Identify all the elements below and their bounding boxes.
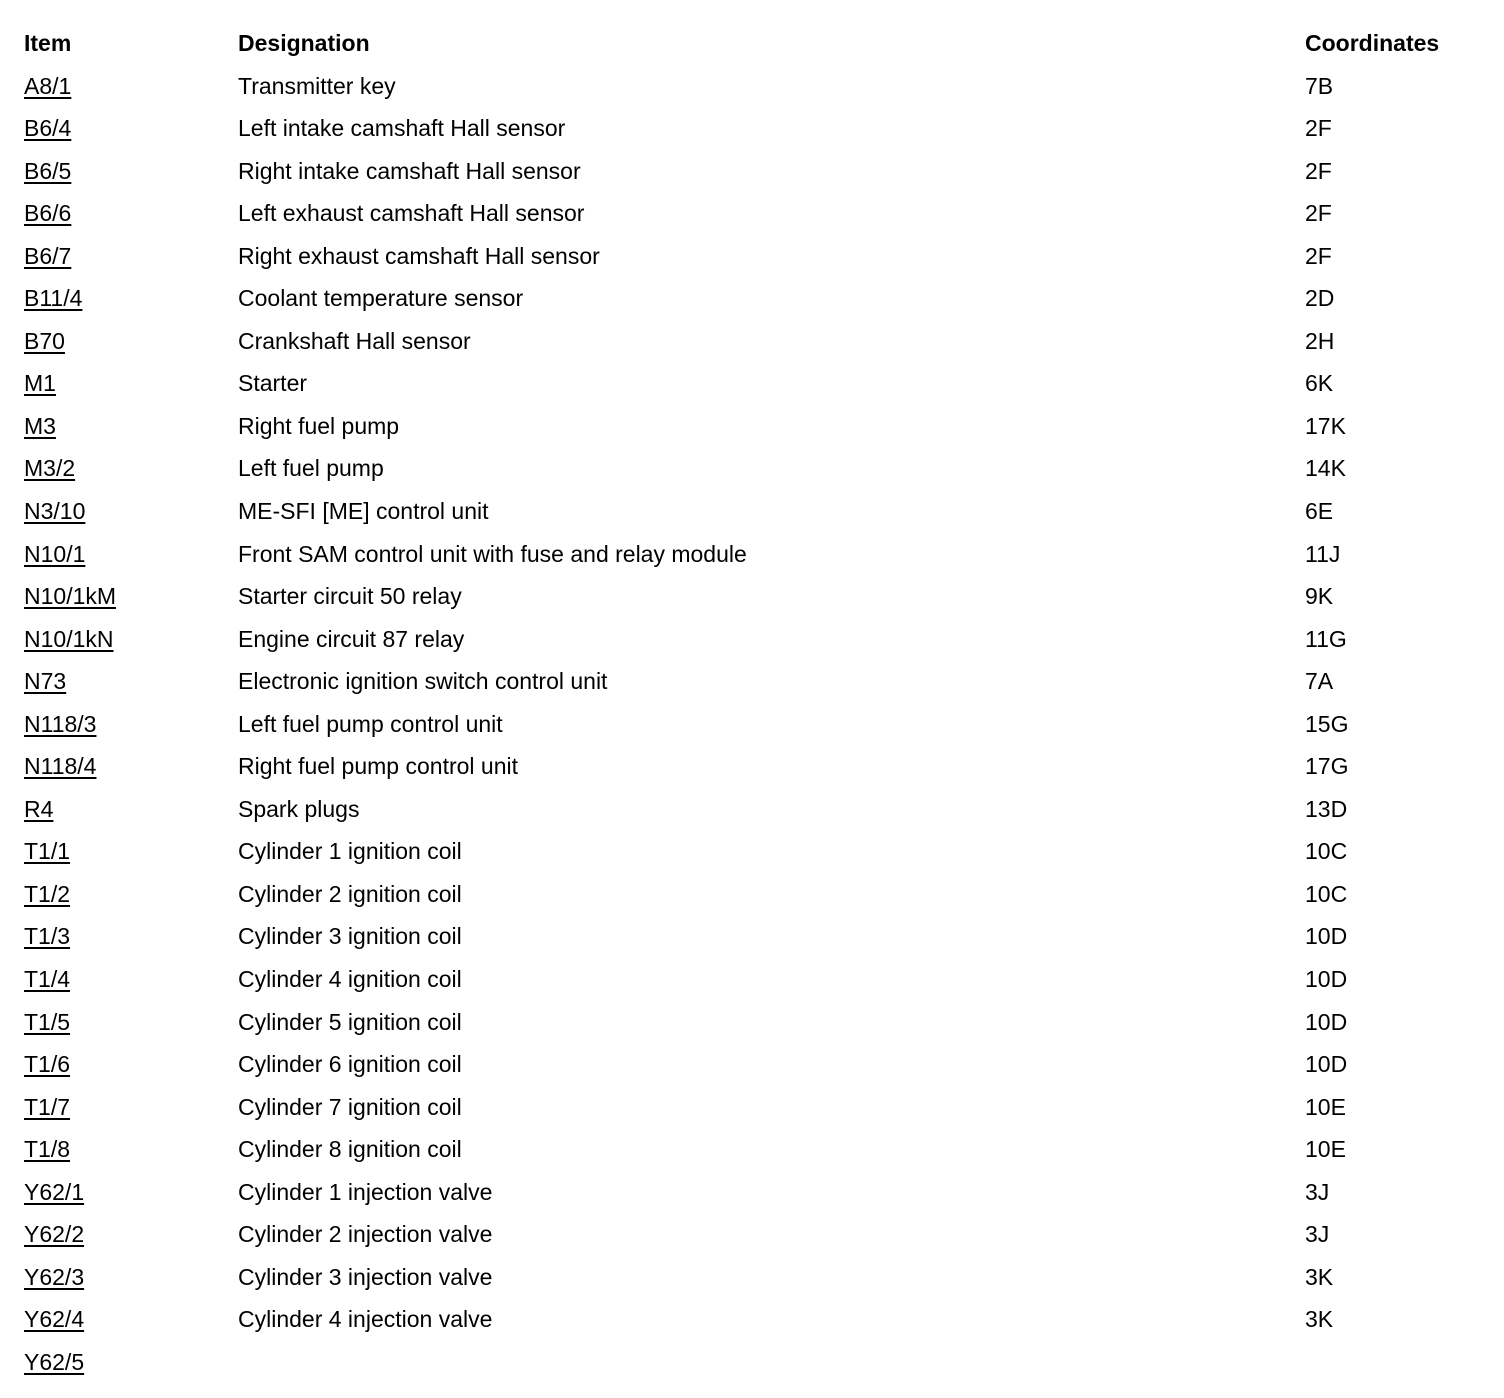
designation-cell: Cylinder 2 ignition coil (238, 880, 462, 907)
designation-cell: Engine circuit 87 relay (238, 625, 465, 652)
designation-cell: Cylinder 4 injection valve (238, 1306, 493, 1333)
table-row (24, 1298, 1484, 1341)
item-link[interactable]: R4 (24, 795, 54, 822)
coordinates-cell: 2D (1305, 285, 1335, 312)
coordinates-cell: 15G (1305, 710, 1349, 737)
coordinates-cell: 2F (1305, 200, 1332, 227)
table-row (24, 1001, 1484, 1044)
item-link[interactable]: A8/1 (24, 72, 72, 99)
item-link[interactable]: Y62/3 (24, 1263, 85, 1290)
designation-cell: Right exhaust camshaft Hall sensor (238, 242, 600, 269)
coordinates-cell: 11J (1305, 540, 1341, 567)
coordinates-cell: 3K (1305, 1306, 1334, 1333)
component-legend-table (24, 22, 1484, 1384)
header-item: Item (24, 30, 72, 56)
item-link[interactable]: M3/2 (24, 455, 76, 482)
item-link[interactable]: N73 (24, 668, 67, 695)
table-row (24, 1043, 1484, 1086)
table-row (24, 447, 1484, 490)
table-row (24, 660, 1484, 703)
item-link[interactable]: B70 (24, 327, 65, 354)
item-link[interactable]: T1/7 (24, 1093, 71, 1120)
item-link[interactable]: B6/5 (24, 157, 72, 184)
table-row (24, 65, 1484, 108)
item-link[interactable]: M3 (24, 412, 56, 439)
designation-cell: Electronic ignition switch control unit (238, 668, 608, 695)
coordinates-cell: 7B (1305, 72, 1334, 99)
coordinates-cell: 7A (1305, 668, 1334, 695)
table-row (24, 1086, 1484, 1129)
table-row (24, 915, 1484, 958)
designation-cell: Cylinder 5 ignition coil (238, 1008, 462, 1035)
table-row (24, 830, 1484, 873)
table-row (24, 235, 1484, 278)
coordinates-cell: 3J (1305, 1178, 1330, 1205)
item-link[interactable]: T1/5 (24, 1008, 71, 1035)
designation-cell: Cylinder 6 ignition coil (238, 1051, 462, 1078)
item-link[interactable]: B6/7 (24, 242, 72, 269)
designation-cell: Coolant temperature sensor (238, 285, 524, 312)
designation-cell: Crankshaft Hall sensor (238, 327, 471, 354)
table-row (24, 958, 1484, 1001)
coordinates-cell: 9K (1305, 583, 1334, 610)
coordinates-cell: 2H (1305, 327, 1335, 354)
coordinates-cell: 10E (1305, 1093, 1346, 1120)
designation-cell: Cylinder 3 injection valve (238, 1263, 493, 1290)
coordinates-cell: 3J (1305, 1221, 1330, 1248)
designation-cell: ME-SFI [ME] control unit (238, 498, 489, 525)
item-link[interactable]: N10/1kN (24, 625, 114, 652)
coordinates-cell: 6E (1305, 498, 1334, 525)
table-row (24, 320, 1484, 363)
table-body (24, 65, 1484, 1384)
designation-cell: Right intake camshaft Hall sensor (238, 157, 581, 184)
header-coordinates: Coordinates (1305, 30, 1440, 56)
item-link[interactable]: N118/4 (24, 753, 97, 780)
table-row (24, 1256, 1484, 1299)
item-link[interactable]: Y62/2 (24, 1221, 85, 1248)
designation-cell: Cylinder 2 injection valve (238, 1221, 493, 1248)
item-link[interactable]: Y62/1 (24, 1178, 85, 1205)
coordinates-cell: 2F (1305, 115, 1332, 142)
table-row (24, 1341, 1484, 1384)
designation-cell: Front SAM control unit with fuse and relay module (238, 540, 747, 567)
designation-cell: Left intake camshaft Hall sensor (238, 115, 566, 142)
table-row (24, 1213, 1484, 1256)
designation-cell: Cylinder 8 ignition coil (238, 1136, 462, 1163)
coordinates-cell: 17G (1305, 753, 1349, 780)
coordinates-cell: 3K (1305, 1263, 1334, 1290)
table-row (24, 873, 1484, 916)
table-row (24, 1171, 1484, 1214)
table-row (24, 1128, 1484, 1171)
item-link[interactable]: T1/1 (24, 838, 71, 865)
designation-cell: Cylinder 7 ignition coil (238, 1093, 462, 1120)
table-row (24, 362, 1484, 405)
table-row (24, 745, 1484, 788)
table-row (24, 575, 1484, 618)
designation-cell: Transmitter key (238, 72, 396, 99)
designation-cell: Cylinder 1 injection valve (238, 1178, 493, 1205)
item-link[interactable]: N10/1 (24, 540, 86, 567)
item-link[interactable]: N118/3 (24, 710, 97, 737)
table-row (24, 405, 1484, 448)
designation-cell: Left fuel pump (238, 455, 384, 482)
designation-cell: Spark plugs (238, 795, 360, 822)
designation-cell: Left exhaust camshaft Hall sensor (238, 200, 585, 227)
item-link[interactable]: T1/6 (24, 1051, 71, 1078)
coordinates-cell: 10D (1305, 1051, 1348, 1078)
coordinates-cell: 6K (1305, 370, 1334, 397)
item-link[interactable]: T1/4 (24, 966, 71, 993)
item-link[interactable]: T1/3 (24, 923, 71, 950)
item-link[interactable]: N3/10 (24, 498, 86, 525)
item-link[interactable]: Y62/4 (24, 1306, 85, 1333)
coordinates-cell: 10C (1305, 880, 1348, 907)
table-row (24, 277, 1484, 320)
item-link[interactable]: B6/4 (24, 115, 72, 142)
header-designation: Designation (238, 30, 370, 56)
designation-cell: Cylinder 4 ignition coil (238, 966, 462, 993)
coordinates-cell: 11G (1305, 625, 1347, 652)
item-link[interactable]: T1/8 (24, 1136, 71, 1163)
table-header-row (24, 22, 1484, 65)
coordinates-cell: 17K (1305, 412, 1346, 439)
coordinates-cell: 13D (1305, 795, 1348, 822)
item-link[interactable]: Y62/5 (24, 1348, 85, 1375)
designation-cell: Left fuel pump control unit (238, 710, 503, 737)
coordinates-cell: 2F (1305, 157, 1332, 184)
table-row (24, 192, 1484, 235)
item-link[interactable]: T1/2 (24, 880, 71, 907)
table-row (24, 703, 1484, 746)
item-link[interactable]: N10/1kM (24, 583, 117, 610)
table-row (24, 490, 1484, 533)
designation-cell: Right fuel pump (238, 412, 400, 439)
coordinates-cell: 14K (1305, 455, 1346, 482)
coordinates-cell: 10D (1305, 966, 1348, 993)
coordinates-cell: 2F (1305, 242, 1332, 269)
table-row (24, 788, 1484, 831)
item-link[interactable]: B11/4 (24, 285, 83, 312)
table-row (24, 150, 1484, 193)
table-row (24, 533, 1484, 576)
coordinates-cell: 10D (1305, 923, 1348, 950)
designation-cell: Cylinder 3 ignition coil (238, 923, 462, 950)
table-row (24, 107, 1484, 150)
item-link[interactable]: B6/6 (24, 200, 72, 227)
designation-cell: Right fuel pump control unit (238, 753, 518, 780)
designation-cell: Cylinder 1 ignition coil (238, 838, 462, 865)
item-link[interactable]: M1 (24, 370, 56, 397)
coordinates-cell: 10D (1305, 1008, 1348, 1035)
designation-cell: Starter circuit 50 relay (238, 583, 462, 610)
coordinates-cell: 10E (1305, 1136, 1346, 1163)
table-row (24, 618, 1484, 661)
designation-cell: Starter (238, 370, 308, 397)
coordinates-cell: 10C (1305, 838, 1348, 865)
